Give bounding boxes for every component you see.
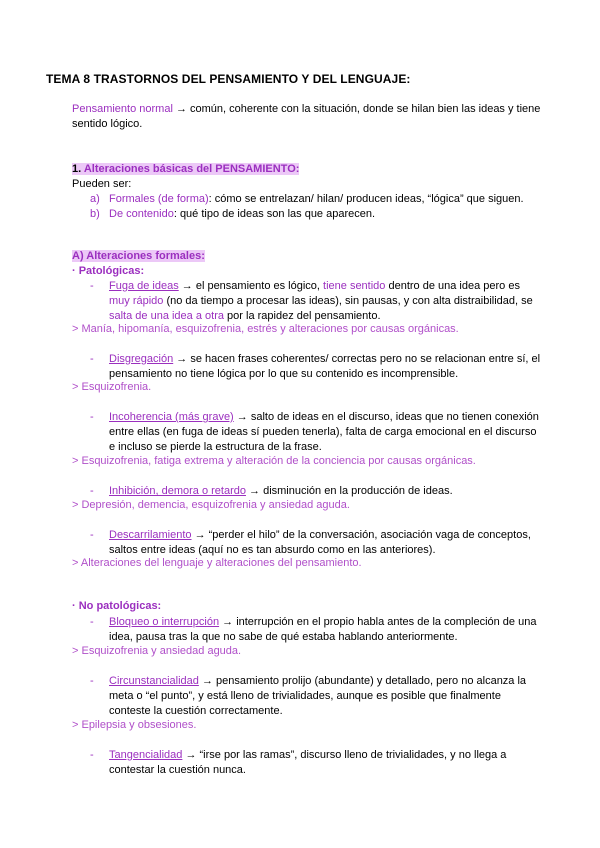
circunstancialidad <box>72 674 542 719</box>
section-a <box>72 249 542 279</box>
list-item: b) De contenido: qué tipo de ideas son las que aparecen. <box>90 208 376 220</box>
tangencialidad <box>72 748 542 778</box>
list-item: - Circunstancialidad → pensamiento prolijo (abundante) y detallado, pero no alcanza la meta o “el punto”, y está lleno de trivialidades, aunque es posible que finalmente conteste la cuestión correctamente. <box>90 675 527 717</box>
disgregacion <box>72 352 542 382</box>
descarrilamiento-note: > Alteraciones del lenguaje y alteraciones del pensamiento. <box>72 557 362 569</box>
incoherencia <box>72 410 542 455</box>
disgregacion-note: > Esquizofrenia. <box>72 381 152 393</box>
list-item: - Incoherencia (más grave) → salto de ideas en el discurso, ideas que no tienen conexión entre ellas (en fuga de ideas sí pueden tenerla), falta de carga emocional en el discurso e incluso se pierde la estructura de la frase. <box>90 411 539 453</box>
list-item: - Tangencialidad → “irse por las ramas”, discurso lleno de trivialidades, y no llega a contestar la cuestión nunca. <box>90 749 507 776</box>
inhibicion-note: > Depresión, demencia, esquizofrenia y ansiedad aguda. <box>72 499 350 511</box>
bloqueo-note: > Esquizofrenia y ansiedad aguda. <box>72 645 242 657</box>
list-item: - Fuga de ideas → el pensamiento es lógico, tiene sentido dentro de una idea pero es muy rápido (no da tiempo a procesar las ideas), sin pausas, y con alta distraibilidad, se salta de una idea a otra por la rapidez del pensamiento. <box>90 280 533 322</box>
patologicas-label: · Patológicas: <box>72 265 145 277</box>
no-patologicas-label: · No patológicas: <box>72 600 162 612</box>
intro-paragraph <box>72 102 542 132</box>
incoherencia-note: > Esquizofrenia, fatiga extrema y alteración de la conciencia por causas orgánicas. <box>72 455 476 467</box>
page-title: TEMA 8 TRASTORNOS DEL PENSAMIENTO Y DEL LENGUAJE: <box>46 72 411 86</box>
section-1-heading: 1. Alteraciones básicas del PENSAMIENTO: <box>72 163 300 175</box>
list-item: - Disgregación → se hacen frases coherentes/ correctas pero no se relacionan entre sí, el pensamiento no tiene lógica por lo que su contenido es incomprensible. <box>90 353 541 380</box>
fuga-note: > Manía, hipomanía, esquizofrenia, estrés y alteraciones por causas orgánicas. <box>72 323 459 335</box>
bloqueo <box>72 615 542 645</box>
section-1-list <box>72 192 542 222</box>
list-item: - Inhibición, demora o retardo → disminución en la producción de ideas. <box>90 485 453 497</box>
section-a-heading: A) Alteraciones formales: <box>72 250 205 262</box>
inhibicion <box>72 484 542 499</box>
list-item: - Bloqueo o interrupción → interrupción en el propio habla antes de la compleción de una idea, pausa tras la que no sabe de qué estaba hablando anteriormente. <box>90 616 537 643</box>
section-1 <box>72 162 542 222</box>
section-1-lead: Pueden ser: <box>72 178 132 190</box>
intro-text: → común, coherente con la situación, donde se hilan bien las ideas y tiene sentido lógico. <box>72 103 541 130</box>
fuga-de-ideas <box>72 279 542 324</box>
list-item: - Descarrilamiento → “perder el hilo” de la conversación, asociación vaga de conceptos, saltos entre ideas (aquí no es tan absurdo como en las anteriores). <box>90 529 531 556</box>
descarrilamiento <box>72 528 542 558</box>
circunstancialidad-note: > Epilepsia y obsesiones. <box>72 719 197 731</box>
list-item: a) Formales (de forma): cómo se entrelazan/ hilan/ producen ideas, “lógica” que siguen. <box>90 193 524 205</box>
intro-term: Pensamiento normal <box>72 103 173 115</box>
